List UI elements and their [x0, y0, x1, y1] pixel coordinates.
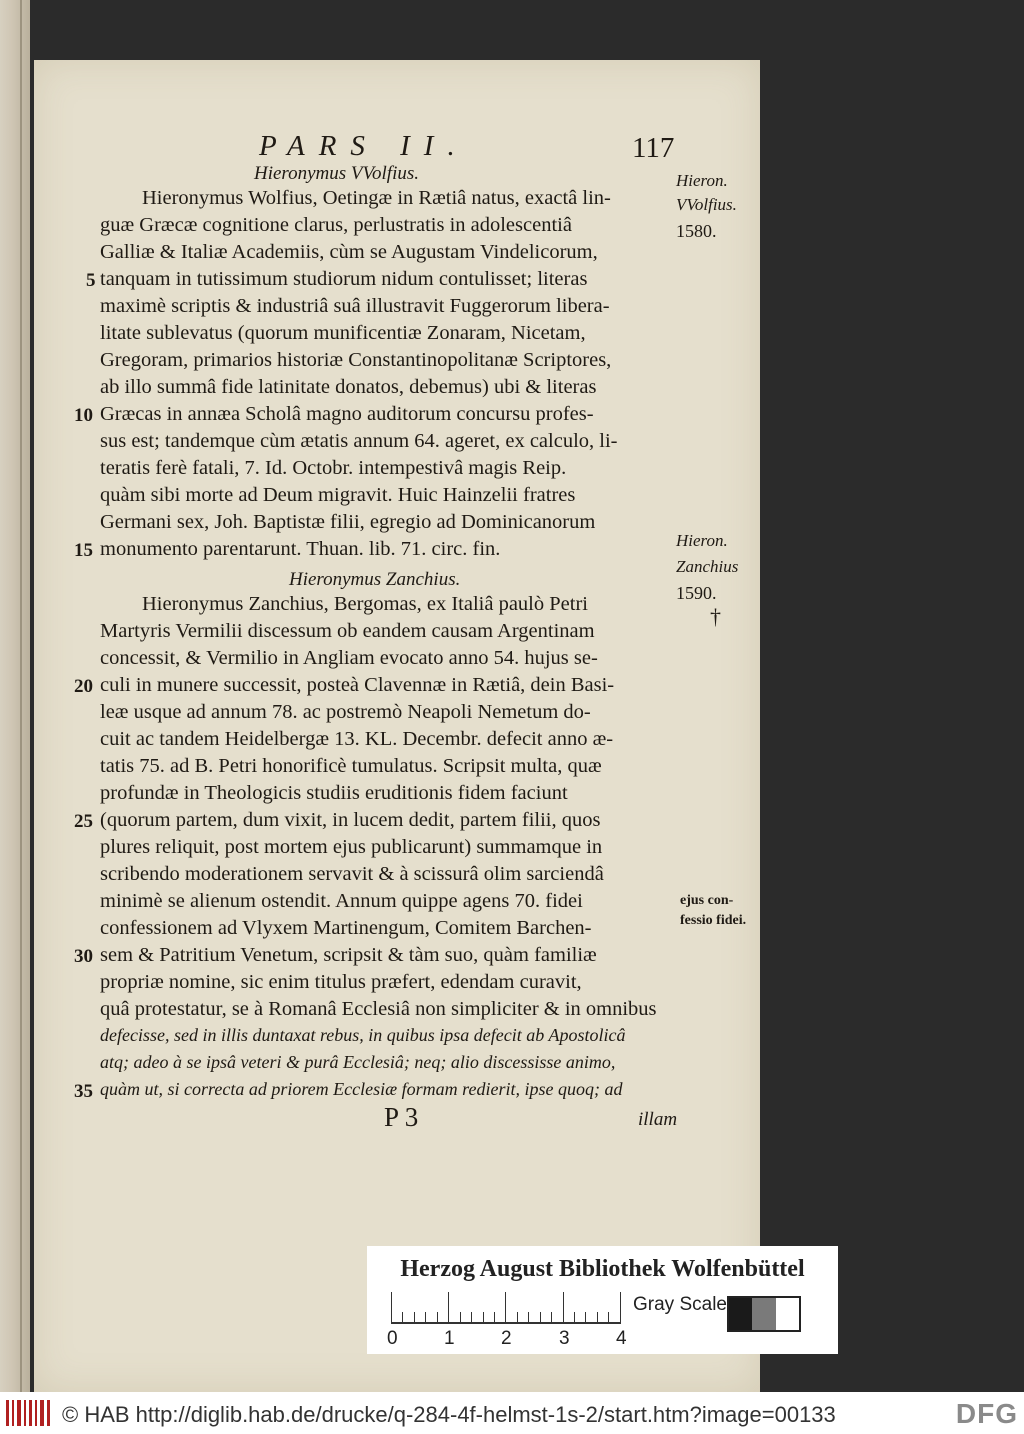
ruler-tick [448, 1292, 449, 1322]
ruler-tick [608, 1312, 609, 1322]
text-line-5: maximè scriptis & industriâ suâ illustravit Fuggerorum libera- [100, 295, 610, 317]
ruler-tick [391, 1292, 392, 1322]
text-line-24: plures reliquit, post mortem ejus publicarunt) summamque in [100, 836, 603, 858]
text-line-31: defecisse, sed in illis duntaxat rebus, in quibus ipsa defecit ab Apostolicâ [100, 1025, 626, 1045]
text-line-9: Græcas in annæa Scholâ magno auditorum concursu profes- [100, 403, 594, 425]
text-line-17: concessit, & Vermilio in Angliam evocato anno 54. hujus se- [100, 647, 598, 669]
ruler-number-4: 4 [616, 1328, 627, 1349]
ruler-tick [471, 1312, 472, 1322]
text-line-18: culi in munere successit, posteà Clavennæ in Rætiâ, dein Basi- [100, 674, 615, 696]
library-name: Herzog August Bibliothek Wolfenbüttel [400, 1256, 805, 1282]
text-line-1: Hieronymus Wolfius, Oetingæ in Rætiâ natus, exactâ lin- [142, 187, 611, 209]
margin-note-ejus-2: fessio fidei. [680, 913, 747, 928]
gray-swatch-mid [752, 1298, 775, 1330]
text-line-8: ab illo summâ fide latinitate donatos, debemus) ubi & literas [100, 376, 597, 398]
line-number-15: 15 [74, 540, 93, 561]
book-page [34, 60, 760, 1392]
margin-note-zanchius-1: Hieron. [676, 531, 728, 550]
ruler-tick [574, 1312, 575, 1322]
text-line-4: tanquam in tutissimum studiorum nidum contulisset; literas [100, 268, 588, 290]
margin-note-wolfius-year: 1580. [676, 221, 717, 241]
signature-mark: P 3 [384, 1102, 419, 1132]
line-number-25: 25 [74, 811, 93, 832]
margin-note-zanchius-2: Zanchius [676, 557, 739, 576]
text-line-27: confessionem ad Vlyxem Martinengum, Comitem Barchen- [100, 917, 592, 939]
page-number: 117 [632, 132, 675, 164]
margin-note-zanchius-year: 1590. [676, 583, 717, 603]
ruler-number-2: 2 [501, 1328, 512, 1349]
library-label-card [367, 1246, 838, 1354]
text-line-29: propriæ nomine, sic enim titulus præfert, edendam curavit, [100, 971, 582, 993]
ruler-number-0: 0 [387, 1328, 398, 1349]
text-line-26: minimè se alienum ostendit. Annum quippe agens 70. fidei [100, 890, 583, 912]
text-line-12: quàm sibi morte ad Deum migravit. Huic Hainzelii fratres [100, 484, 576, 506]
running-head: PARS II. [259, 130, 469, 162]
catchword: illam [638, 1109, 678, 1130]
ruler-tick [494, 1312, 495, 1322]
gray-swatch-dark [729, 1298, 752, 1330]
line-number-10: 10 [74, 405, 93, 426]
text-line-30: quâ protestatur, se à Romanâ Ecclesiâ non simpliciter & in omnibus [100, 998, 657, 1020]
text-line-14: monumento parentarunt. Thuan. lib. 71. circ. fin. [100, 538, 501, 560]
text-line-7: Gregoram, primarios historiæ Constantinopolitanæ Scriptores, [100, 349, 612, 371]
text-line-20: cuit ac tandem Heidelbergæ 13. KL. Decembr. defecit anno æ- [100, 728, 614, 750]
ruler-tick [414, 1312, 415, 1322]
text-line-22: profundæ in Theologicis studiis eruditionis fidem faciunt [100, 782, 568, 804]
ruler-tick [505, 1292, 506, 1322]
ruler-tick [585, 1312, 586, 1322]
ruler-tick [563, 1292, 564, 1322]
text-line-3: Galliæ & Italiæ Academiis, cùm se Augustam Vindelicorum, [100, 241, 598, 263]
gray-scale-swatch [727, 1296, 801, 1332]
ruler-tick [620, 1292, 621, 1322]
ruler-number-1: 1 [444, 1328, 455, 1349]
ruler-tick [540, 1312, 541, 1322]
gray-scale-label: Gray Scale [633, 1294, 727, 1315]
margin-note-wolfius-1: Hieron. [676, 171, 728, 190]
line-number-5: 5 [86, 270, 96, 291]
text-line-6: litate sublevatus (quorum munificentiæ Zonaram, Nicetam, [100, 322, 586, 344]
line-number-20: 20 [74, 676, 93, 697]
ruler-tick [597, 1312, 598, 1322]
margin-cross-mark: † [710, 604, 721, 629]
section-heading-wolfius: Hieronymus VVolfius. [254, 163, 420, 184]
hab-barcode-icon [6, 1400, 52, 1426]
text-line-13: Germani sex, Joh. Baptistæ filii, egregio ad Dominicanorum [100, 511, 596, 533]
text-line-21: tatis 75. ad B. Petri honorificè tumulatus. Scripsit multa, quæ [100, 755, 602, 777]
text-line-32: atq; adeo à se ipsâ veteri & purâ Ecclesiâ; neq; alio discessisse animo, [100, 1052, 616, 1072]
ruler-tick [437, 1312, 438, 1322]
text-line-28: sem & Patritium Venetum, scripsit & tàm suo, quàm familiæ [100, 944, 597, 966]
text-line-10: sus est; tandemque cùm ætatis annum 64. ageret, ex calculo, li- [100, 430, 618, 452]
ruler-tick [551, 1312, 552, 1322]
text-line-25: scribendo moderationem servavit & à scissurâ olim sarciendâ [100, 863, 604, 885]
footer-bar [0, 1392, 1024, 1434]
ruler-tick [425, 1312, 426, 1322]
text-line-11: teratis ferè fatali, 7. Id. Octobr. intempestivâ magis Reip. [100, 457, 567, 479]
line-number-30: 30 [74, 946, 93, 967]
page-gutter-line [20, 0, 22, 1392]
ruler-number-3: 3 [559, 1328, 570, 1349]
text-line-33: quàm ut, si correcta ad priorem Ecclesiæ formam redierit, ipse quoq; ad [100, 1079, 623, 1099]
text-line-15: Hieronymus Zanchius, Bergomas, ex Italiâ paulò Petri [142, 593, 588, 615]
text-line-16: Martyris Vermilii discessum ob eandem causam Argentinam [100, 620, 595, 642]
section-heading-zanchius: Hieronymus Zanchius. [289, 569, 461, 590]
scale-ruler [391, 1292, 621, 1324]
ruler-tick [483, 1312, 484, 1322]
line-number-35: 35 [74, 1081, 93, 1102]
ruler-tick [528, 1312, 529, 1322]
ruler-tick [517, 1312, 518, 1322]
gray-swatch-light [776, 1298, 799, 1330]
text-line-23: (quorum partem, dum vixit, in lucem dedit, partem filii, quos [100, 809, 601, 831]
text-line-19: leæ usque ad annum 78. ac postremò Neapoli Nemetum do- [100, 701, 591, 723]
adjacent-page-edge [0, 0, 30, 1392]
dfg-logo: DFG [955, 1398, 1018, 1429]
copyright-url: © HAB http://diglib.hab.de/drucke/q-284-4f-helmst-1s-2/start.htm?image=00133 [62, 1402, 836, 1427]
text-line-2: guæ Græcæ cognitione clarus, perlustratis in adolescentiâ [100, 214, 572, 236]
ruler-tick [402, 1312, 403, 1322]
margin-note-ejus-1: ejus con- [680, 893, 734, 908]
ruler-tick [460, 1312, 461, 1322]
margin-note-wolfius-2: VVolfius. [676, 195, 737, 214]
